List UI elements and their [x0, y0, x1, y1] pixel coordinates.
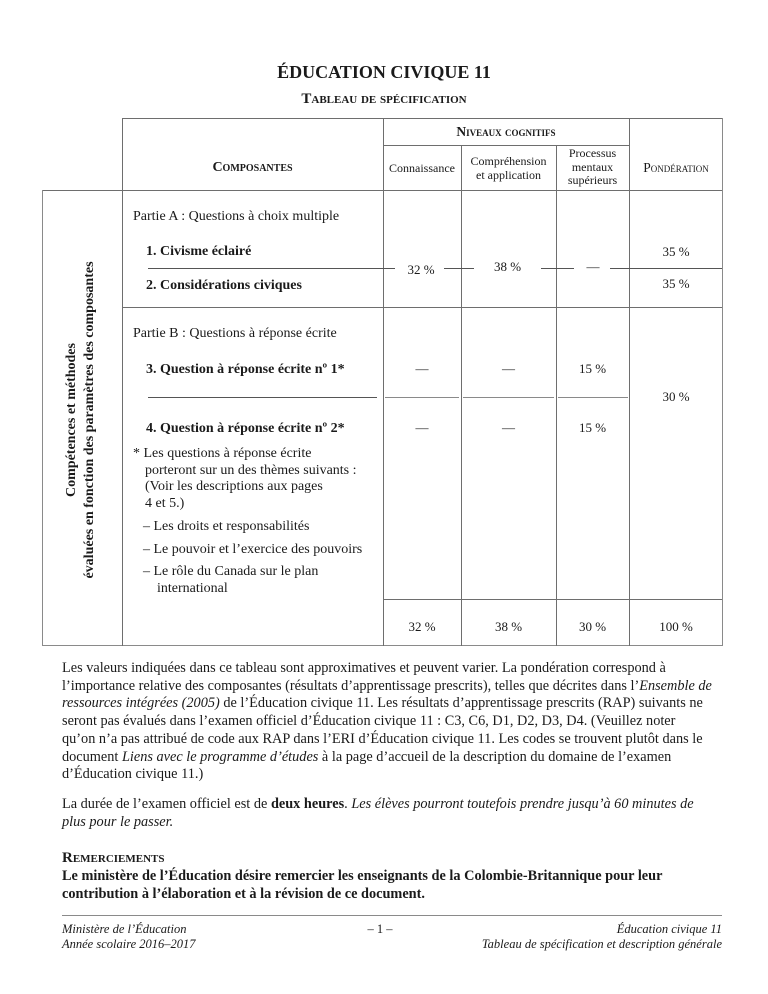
header-knowledge: Connaissance [389, 161, 455, 175]
total-higher: 30 % [578, 619, 607, 634]
part-b-separator-higher [558, 397, 628, 398]
values-note-paragraph: Les valeurs indiquées dans ce tableau sont approximatives et peuvent varier. La pondération correspond à l’importance relative des composantes (résultats d’apprentissage prescrits), telles que décrites dans l’Ensemble de ressources intégrées (2005) de l’Éducation civique 11. Les résultats d’apprentissage prescrits (RAP) suivants ne seront pas évalués dans l’examen officiel d’Éducation civique 11 : C3, C6, D1, D2, D3, D4. (Veuillez noter qu’on n’a pas attribué de code aux RAP dans l’ERI d’Éducation civique 11. Les codes se trouvent plutôt dans le document Liens avec le programme d’études à la page d’accueil de la description du domaine de l’examen d’Éducation civique 11.) [62, 660, 712, 783]
part-a-comprehension: 38 % [474, 260, 541, 274]
themes-list: – Les droits et responsabilités – Le pouvoir et l’exercice des pouvoirs – Le rôle du Canada sur le plan international [143, 519, 363, 596]
total-comprehension: 38 % [494, 619, 523, 634]
part-b-label: Partie B : Questions à réponse écrite [133, 326, 337, 341]
footer-left: Ministère de l’Éducation Année scolaire 2016–2017 [62, 922, 196, 951]
part-a-item-2: 2. Considérations civiques [146, 278, 302, 293]
totals-divider [383, 599, 723, 600]
col-comprehension-left [461, 145, 462, 646]
part-a-higher: — [580, 260, 606, 274]
col-knowledge-left [383, 118, 384, 646]
part-a-weighting-2: 35 % [662, 276, 690, 291]
header-comprehension: Compréhension et application [470, 154, 547, 182]
document-subtitle: Tableau de spécification [301, 91, 467, 107]
q4-higher: 15 % [578, 420, 607, 435]
side-label: Compétences et méthodes évaluées en fonction des paramètres des composantes [64, 261, 97, 579]
table-left-border [42, 190, 43, 646]
table-top-border [122, 118, 723, 119]
part-divider [122, 307, 723, 308]
q3-higher: 15 % [578, 361, 607, 376]
page-number: – 1 – [367, 922, 393, 936]
part-a-knowledge: 32 % [398, 263, 444, 277]
part-b-item-3: 3. Question à réponse écrite nº 1* [146, 362, 345, 377]
q3-knowledge: — [415, 361, 429, 376]
part-a-separator-seg [444, 268, 474, 269]
part-a-separator-seg [541, 268, 574, 269]
footer-rule [62, 915, 722, 916]
components-left-border [122, 118, 123, 646]
part-b-separator-comprehension [463, 397, 554, 398]
theme-item: – Les droits et responsabilités [143, 519, 310, 534]
q4-comprehension: — [502, 420, 515, 435]
part-a-separator [148, 268, 395, 269]
part-a-item-1: 1. Civisme éclairé [146, 244, 252, 259]
document-title: ÉDUCATION CIVIQUE 11 [277, 62, 491, 82]
part-a-label: Partie A : Questions à choix multiple [133, 209, 340, 224]
header-cognitive-levels: Niveaux cognitifs [456, 124, 556, 139]
theme-item: – Le pouvoir et l’exercice des pouvoirs [143, 541, 363, 557]
q3-comprehension: — [502, 361, 515, 376]
q4-knowledge: — [415, 420, 429, 435]
header-components: Composantes [212, 160, 293, 175]
table-right-border [722, 118, 723, 646]
theme-item: – Le rôle du Canada sur le plan [143, 564, 319, 579]
total-knowledge: 32 % [408, 619, 436, 634]
part-a-weighting-1: 35 % [662, 244, 690, 259]
footer-right: Éducation civique 11 Tableau de spécification et description générale [481, 922, 722, 951]
acknowledgements-text: Le ministère de l’Éducation désire remercier les enseignants de la Colombie-Britannique pour leur contribution à l’élaboration et à la révision de ce document. [62, 868, 663, 902]
part-b-separator-knowledge [385, 397, 459, 398]
part-b-separator [148, 397, 377, 398]
col-weighting-left [629, 118, 630, 646]
acknowledgements-heading: Remerciements [62, 850, 165, 866]
total-weighting: 100 % [659, 619, 693, 634]
header-higher-processes: Processus mentaux supérieurs [567, 146, 618, 187]
part-a-separator-seg [610, 268, 722, 269]
col-higher-left [556, 145, 557, 646]
exam-duration-paragraph: La durée de l’examen officiel est de deux heures. Les élèves pourront toutefois prendre jusqu’à 60 minutes de plus pour le passer. [62, 796, 694, 830]
part-b-item-4: 4. Question à réponse écrite nº 2* [146, 421, 345, 436]
header-weighting: Pondération [643, 160, 709, 175]
written-response-note: * Les questions à réponse écrite porteront sur un des thèmes suivants : (Voir les descriptions aux pages 4 et 5.) [133, 446, 357, 511]
part-b-weighting: 30 % [662, 389, 690, 404]
